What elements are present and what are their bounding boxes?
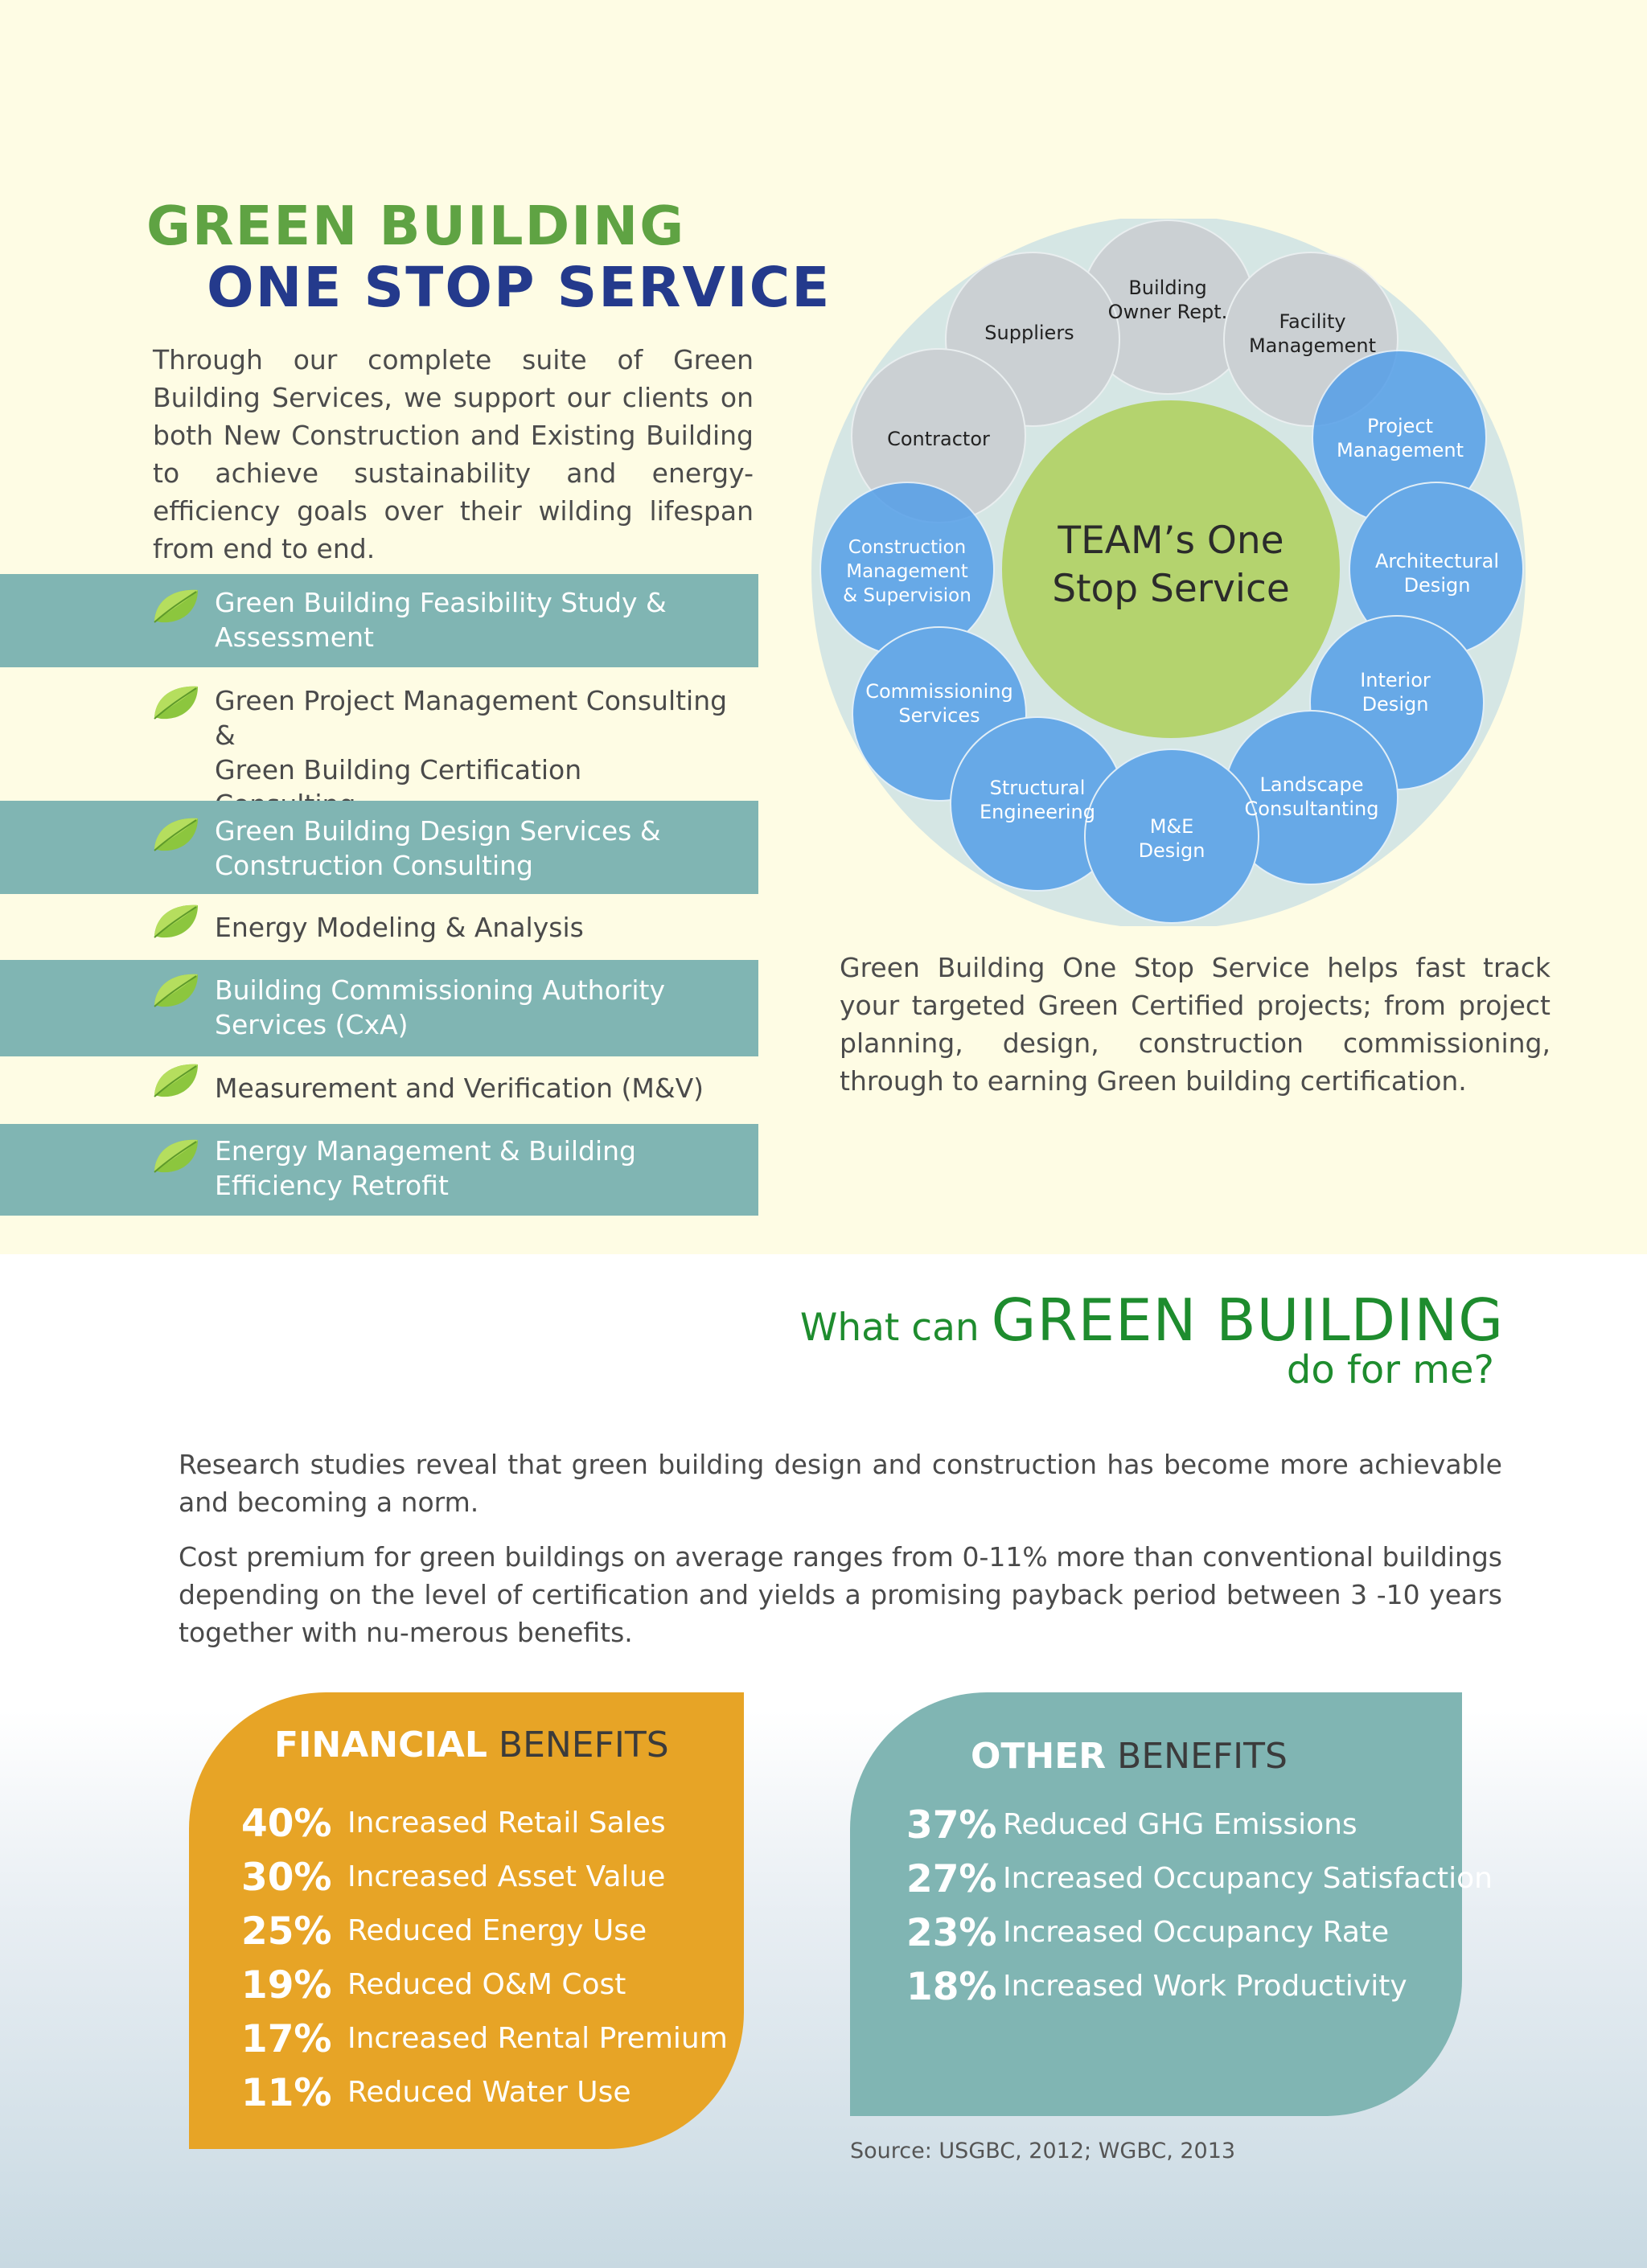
node-label: Services [898, 704, 980, 727]
research-paragraph: Research studies reveal that green building design and construction has become more achievable and becoming a norm. [179, 1449, 1502, 1518]
node-label: Contractor [887, 428, 990, 450]
leaf-icon [151, 682, 203, 724]
benefit-percent: 40% [241, 1802, 332, 1846]
service-label-line2: Efficiency Retrofit [215, 1170, 449, 1201]
leaf-icon [151, 970, 203, 1011]
diagram-center-line1: TEAM’s One [1058, 519, 1284, 563]
benefit-percent: 18% [906, 1965, 997, 2009]
benefit-percent: 11% [241, 2071, 332, 2115]
node-label: & Supervision [843, 585, 971, 606]
node-label: Project [1366, 415, 1434, 437]
leaf-icon [151, 900, 203, 942]
node-label: Architectural [1374, 550, 1500, 572]
leaf-icon [151, 1135, 203, 1177]
other-title-strong: OTHER [971, 1736, 1107, 1777]
node-label: Management [846, 561, 968, 582]
page-title-line2: ONE STOP SERVICE [207, 256, 832, 320]
benefit-label: Reduced GHG Emissions [1003, 1808, 1357, 1841]
benefit-percent: 19% [241, 1963, 332, 2008]
other-benefits-title [971, 1736, 1288, 1777]
service-label-line1: Building Commissioning Authority [215, 974, 665, 1006]
node-label: Design [1362, 693, 1429, 716]
service-label-line2: Construction Consulting [215, 850, 533, 881]
benefit-percent: 37% [906, 1803, 997, 1848]
benefits-heading-small: What can [799, 1306, 992, 1350]
node-label: Suppliers [984, 322, 1074, 344]
node-label: Construction [848, 537, 967, 558]
benefit-label: Increased Retail Sales [347, 1807, 666, 1839]
benefit-label: Reduced O&M Cost [347, 1968, 626, 2001]
leaf-icon [151, 585, 203, 627]
benefit-label: Increased Asset Value [347, 1860, 666, 1893]
cost-paragraph: Cost premium for green buildings on average ranges from 0-11% more than conventional buildings depending on the level of certification and yields a promising payback period between 3 -10 years together with nu-merous benefits. [179, 1541, 1502, 1648]
financial-benefits-box [189, 1692, 744, 2149]
benefit-label: Reduced Water Use [347, 2076, 631, 2109]
service-label-line1: Green Building Design Services & [215, 815, 661, 847]
node-label: Design [1138, 839, 1205, 862]
diagram-center-line2: Stop Service [1052, 567, 1290, 611]
one-stop-service-diagram [810, 219, 1534, 926]
service-item [0, 574, 758, 667]
node-label: Commissioning [865, 680, 1013, 703]
benefits-heading [800, 1286, 1504, 1354]
benefit-label: Reduced Energy Use [347, 1914, 647, 1947]
service-label-line1: Energy Modeling & Analysis [215, 912, 584, 943]
service-label-line1: Energy Management & Building [215, 1135, 636, 1167]
benefit-label: Increased Occupancy Satisfaction [1003, 1862, 1493, 1895]
service-label-line1: Green Building Feasibility Study & [215, 587, 667, 618]
benefits-heading-line2: do for me? [1286, 1347, 1494, 1392]
benefit-percent: 30% [241, 1856, 332, 1900]
service-label-line1: Green Project Management Consulting & [215, 685, 728, 751]
source-note: Source: USGBC, 2012; WGBC, 2013 [850, 2139, 1236, 2163]
benefit-label: Increased Rental Premium [347, 2022, 728, 2055]
service-item [0, 894, 758, 960]
other-title-weak: BENEFITS [1106, 1736, 1288, 1777]
benefit-percent: 25% [241, 1909, 332, 1954]
financial-benefits-title [274, 1725, 669, 1766]
service-item [0, 1056, 758, 1124]
service-label-line1: Measurement and Verification (M&V) [215, 1072, 704, 1104]
leaf-icon [151, 1060, 203, 1101]
financial-title-strong: FINANCIAL [274, 1725, 487, 1766]
service-item [0, 667, 758, 801]
service-item [0, 1124, 758, 1216]
financial-title-weak: BENEFITS [487, 1725, 669, 1766]
leaf-icon [151, 814, 203, 855]
intro-paragraph: Through our complete suite of Green Building Services, we support our clients on both New Construction and Existing Building to achieve sustainability and energy-efficiency goals over their wilding lifespan from end to end. [153, 344, 754, 564]
node-label: Consultanting [1244, 798, 1379, 820]
benefit-label: Increased Occupancy Rate [1003, 1916, 1390, 1949]
node-label: Landscape [1259, 773, 1364, 796]
diagram-caption: Green Building One Stop Service helps fast track your targeted Green Certified projects; from project planning, design, construction commissioning, through to earning Green building certification. [840, 952, 1550, 1097]
node-label: Management [1248, 334, 1377, 357]
node-label: Design [1403, 574, 1471, 597]
service-label-line2: Services (CxA) [215, 1009, 409, 1040]
service-label-line2: Assessment [215, 621, 374, 653]
node-label: Facility [1279, 310, 1346, 333]
node-label: Management [1336, 439, 1464, 461]
benefits-heading-big: GREEN BUILDING [991, 1286, 1504, 1354]
node-label: Structural [989, 777, 1086, 799]
benefit-label: Increased Work Productivity [1003, 1970, 1407, 2003]
other-benefits-box [850, 1692, 1493, 2116]
node-label: Owner Rept. [1107, 301, 1228, 323]
node-label: Interior [1360, 669, 1431, 691]
service-label-line2: Green Building Certification [215, 754, 582, 785]
benefit-percent: 23% [906, 1911, 997, 1955]
benefit-percent: 27% [906, 1857, 997, 1901]
service-item [0, 801, 758, 894]
node-label: Engineering [980, 801, 1095, 823]
benefit-percent: 17% [241, 2017, 332, 2061]
service-item [0, 960, 758, 1056]
page-title-line1: GREEN BUILDING [146, 195, 686, 257]
node-label: Building [1128, 277, 1207, 299]
node-label: M&E [1149, 815, 1194, 838]
